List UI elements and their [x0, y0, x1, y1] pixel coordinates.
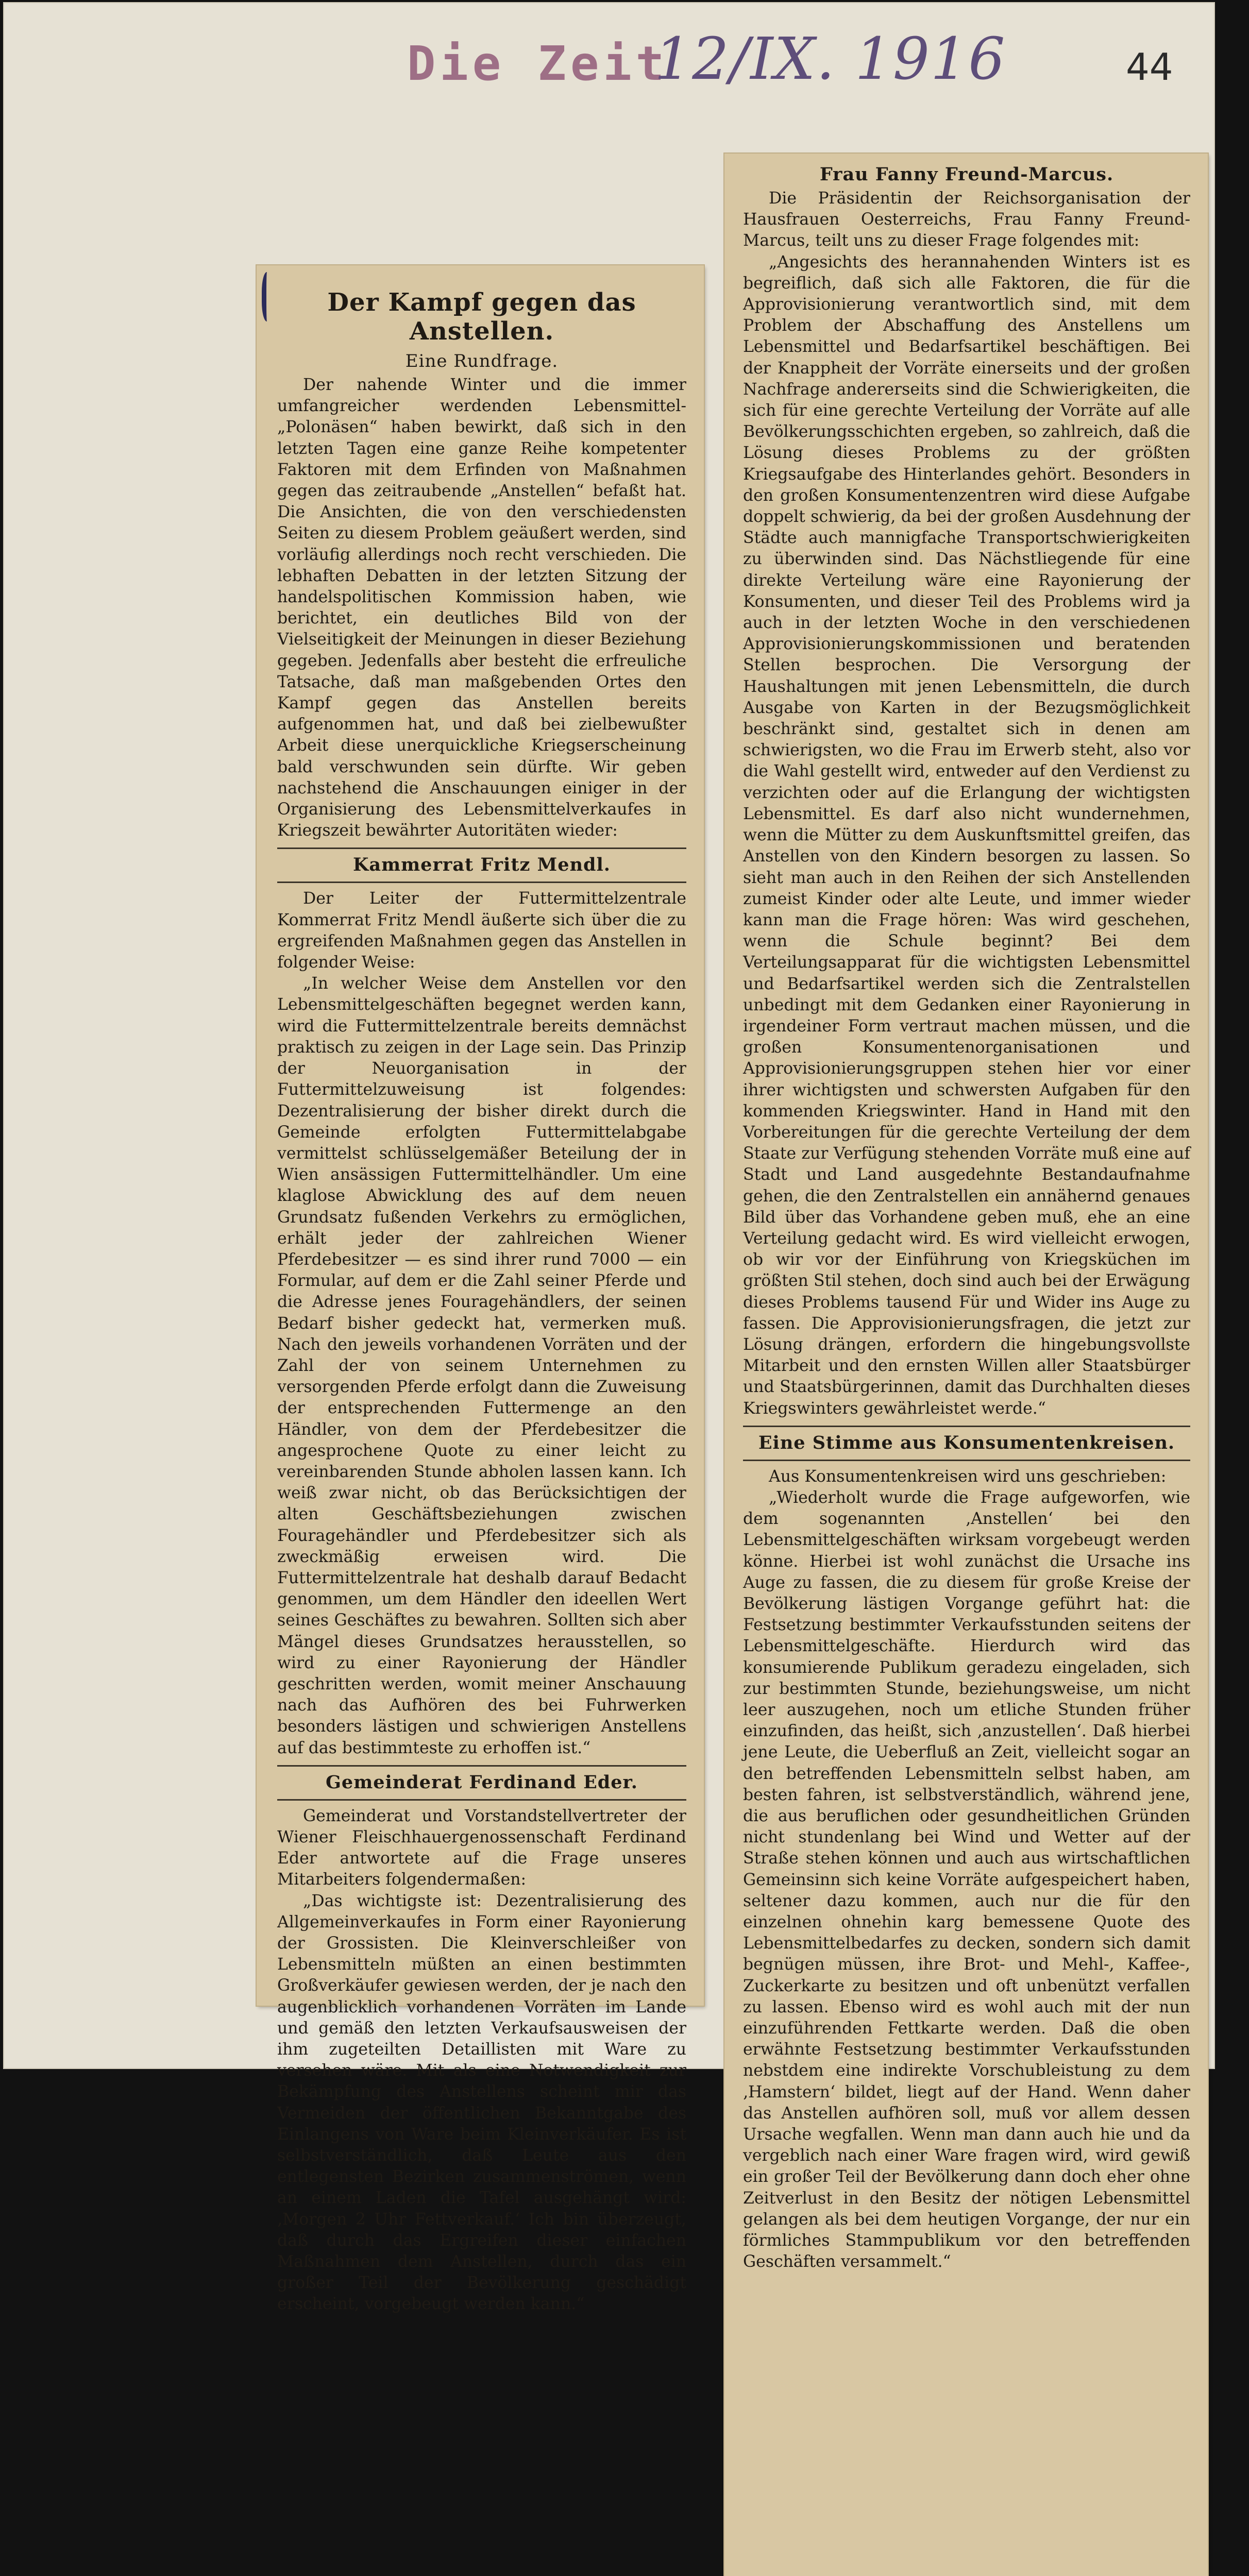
section-paragraph: Aus Konsumentenkreisen wird uns geschrieben: — [769, 1467, 1167, 1486]
handwritten-bracket-mark — [262, 272, 275, 321]
section-heading-mendl: Kammerrat Fritz Mendl. — [353, 854, 611, 876]
section-heading-eder: Gemeinderat Ferdinand Eder. — [326, 1771, 638, 1793]
handwritten-date: 12/IX. 1916 — [654, 26, 1006, 93]
section-paragraph: „Angesichts des herannahenden Winters ist es begreiflich, daß sich alle Faktoren, die für die Approvisionierung verantwortlich sind, mit dem Problem der Abschaffung des Anstellens um Lebensmittel und Bedarfsartikel beschäftigen. Bei der Knappheit der Vorräte einerseits und der großen Nachfrage andererseits sind die Schwierigkeiten, die sich für eine gerechte Verteilung der Vorräte auf alle Bevölkerungsschichten ergeben, so zahlreich, daß die Lösung dieses Problems zu der größten Kriegsaufgabe des Hinterlandes gehört. Besonders in den großen Konsumentenzentren wird diese Aufgabe doppelt schwierig, da bei der großen Ausdehnung der Städte auch mannigfache Transportschwierigkeiten zu überwinden sind. Das Nächstliegende für eine direkte Verteilung wäre eine Rayonierung der Konsumenten, und dieser Teil des Problems wird ja auch in der letzten Woche in den verschiedenen Approvisionierungskommissionen und beratenden Stellen besprochen. Die Versorgung der Haushaltungen mit jenen Lebensmitteln, die durch Ausgabe von Karten in der Bezugsmöglichkeit beschränkt sind, gestaltet sich in denen am schwierigsten, wo die Frau im Erwerb steht, also vor die Wahl gestellt wird, entweder auf den Verdienst zu verzichten oder auf die Erlangung der wichtigsten Lebensmittel. Es darf also nicht wundernehmen, wenn die Mütter zu dem Auskunftsmittel greifen, das Anstellen von den Kindern besorgen zu lassen. So sieht man auch in den Reihen der sich Anstellenden zumeist Kinder oder alte Leute, und immer wieder kann man die Frage hören: Was wird geschehen, wenn die Schule beginnt? Bei dem Verteilungsapparat für die wichtigsten Lebensmittel und Bedarfsartikel werden sich die Zentralstellen unbedingt mit dem Gedanken einer Rayonierung in irgendeiner Form vertraut machen müssen, und die großen Konsumentenorganisationen und Approvisionierungsgruppen stehen hier vor einer ihrer wichtigsten und schwersten Aufgaben für den kommenden Kriegswinter. Hand in Hand mit den Vorbereitungen für die gerechte Verteilung der dem Staate zur Verfügung stehenden Vorräte muß eine auf Stadt und Land ausgedehnte Bestandaufnahme gehen, die den Zentralstellen ein annähernd genaues Bild über das Vorhandene geben muß, ehe an eine Verteilung gedacht wird. Es wird vielleicht erwogen, ob wir vor der Einführung von Kriegsküchen im größten Stil stehen, doch sind auch bei der Erwägung dieses Problems tausend Für und Wider ins Auge zu fassen. Die Approvisionierungsfragen, die jetzt zur Lösung drängen, erfordern die hingebungsvollste Mitarbeit und den ernsten Willen aller Staatsbürger und Staatsbürgerinnen, damit das Durchhalten dieses Kriegswinters gewährleistet werde.“ — [743, 252, 1190, 1418]
newspaper-stamp: Die Zeit — [407, 36, 669, 91]
page-number: 44 — [1126, 45, 1173, 89]
article-intro: Der nahende Winter und die immer umfangreicher werdenden Lebensmittel-„Polonäsen“ haben bewirkt, daß sich in den letzten Tagen eine ganze Reihe kompetenter Faktoren mit dem Erfinden von Maßnahmen gegen das zeitraubende „Anstellen“ befaßt hat. Die Ansichten, die von den verschiedensten Seiten zu diesem Problem geäußert werden, sind vorläufig allerdings noch recht verschieden. Die lebhaften Debatten in der letzten Sitzung der handelspolitischen Kommission haben, wie berichtet, ein deutliches Bild von der Vielseitigkeit der Meinungen in dieser Beziehung gegeben. Jedenfalls aber besteht die erfreuliche Tatsache, daß man maßgebenden Ortes den Kampf gegen das Anstellen bereits aufgenommen hat, und daß bei zielbewußter Arbeit diese unerquickliche Kriegserscheinung bald verschwunden sein dürfte. Wir geben nachstehend die Anschauungen einiger in der Organisierung des Lebensmittelverkaufes in Kriegszeit bewährter Autoritäten wieder: — [277, 376, 686, 840]
section-paragraph: Die Präsidentin der Reichsorganisation der Hausfrauen Oesterreichs, Frau Fanny Freund-Marcus, teilt uns zu dieser Frage folgendes mit: — [743, 189, 1190, 250]
section-paragraph: Gemeinderat und Vorstandstellvertreter der Wiener Fleischhauergenossenschaft Ferdinand Eder antwortete auf die Frage unseres Mitarbeiters folgendermaßen: — [277, 1806, 686, 1889]
divider — [277, 848, 686, 849]
article-subtitle: Eine Rundfrage. — [405, 351, 559, 371]
section-heading-freund-marcus: Frau Fanny Freund-Marcus. — [819, 164, 1114, 185]
section-paragraph: Der Leiter der Futtermittelzentrale Kommerrat Fritz Mendl äußerte sich über die zu ergreifenden Maßnahmen gegen das Anstellen in folgender Weise: — [277, 889, 686, 972]
divider — [743, 1460, 1190, 1461]
clipping-right — [724, 154, 1208, 2576]
section-paragraph: „Das wichtigste ist: Dezentralisierung des Allgemeinverkaufes in Form einer Rayonierung der Grossisten. Die Kleinverschleißer von Lebensmitteln müßten an einen bestimmten Großverkäufer gewiesen werden, der je nach den augenblicklich vorhandenen Vorräten im Lande und gemäß den letzten Verkaufsausweisen der ihm zugeteilten Detaillisten mit Ware zu versehen wäre. Mit als eine Notwendigkeit zur Bekämpfung des Anstellens scheint mir das Vermeiden der öffentlichen Bekanntgabe des Einlangens von Ware beim Kleinverkäufer. Es ist selbstverständlich, daß Leute aus den entlegensten Bezirken zusammenströmen, wenn an einem Laden die Tafel ausgehängt wird: ‚Morgen 2 Uhr Fettverkauf.‘ Ich bin überzeugt, daß durch das Ergreifen dieser einfachen Maßnahmen dem Anstellen, durch das ein großer Teil der Bevölkerung geschädigt erscheint, vorgebeugt werden kann.“ — [277, 1891, 686, 2314]
divider — [743, 1426, 1190, 1427]
divider — [277, 882, 686, 883]
article-title: Der Kampf gegen das Anstellen. — [327, 288, 636, 346]
clipping-left — [257, 265, 704, 2314]
section-heading-konsumenten: Eine Stimme aus Konsumentenkreisen. — [758, 1432, 1175, 1453]
section-paragraph: „In welcher Weise dem Anstellen vor den Lebensmittelgeschäften begegnet werden kann, wird die Futtermittelzentrale bereits demnächst praktisch zu zeigen in der Lage sein. Das Prinzip der Neuorganisation in der Futtermittelzuweisung ist folgendes: Dezentralisierung der bisher direkt durch die Gemeinde erfolgten Futtermittelabgabe vermittelst schlüsselgemäßer Beteilung der in Wien ansässigen Futtermittelhändler. Um eine klaglose Abwicklung des auf dem neuen Grundsatz fußenden Verkehrs zu ermöglichen, erhält jeder der zahlreichen Wiener Pferdebesitzer — es sind ihrer rund 7000 — ein Formular, auf dem er die Zahl seiner Pferde und die Adresse jenes Fouragehändlers, der seinen Bedarf bisher gedeckt hat, vermerken muß. Nach den jeweils vorhandenen Vorräten und der Zahl der von seinem Unternehmen zu versorgenden Pferde erfolgt dann die Zuweisung der entsprechenden Futtermenge an den Händler, von dem der Pferdebesitzer die angesprochene Quote zu einer leicht zu vereinbarenden Stunde abholen lassen kann. Ich weiß zwar nicht, ob das Berücksichtigen der alten Geschäftsbeziehungen zwischen Fouragehändler und Pferdebesitzer sich als zweckmäßig erweisen wird. Die Futtermittelzentrale hat deshalb darauf Bedacht genommen, um dem Händler den ideellen Wert seines Geschäftes zu bewahren. Sollten sich aber Mängel dieses Grundsatzes herausstellen, so wird zu einer Rayonierung der Händler geschritten werden, womit meiner Anschauung nach das Aufhören des bei Fuhrwerken besonders lästigen und schwierigen Anstellens auf das bestimmteste zu erhoffen ist.“ — [277, 974, 686, 1757]
divider — [277, 1765, 686, 1767]
section-paragraph: „Wiederholt wurde die Frage aufgeworfen, wie dem sogenannten ‚Anstellen‘ bei den Lebensmittelgeschäften wirksam vorgebeugt werden könne. Hierbei ist wohl zunächst die Ursache ins Auge zu fassen, die zu diesem für große Kreise der Bevölkerung lästigen Vorgange geführt hat: die Festsetzung bestimmter Verkaufsstunden seitens der Lebensmittelgeschäfte. Hierdurch wird das konsumierende Publikum geradezu eingeladen, sich zur bestimmten Stunde, beziehungsweise, um nicht leer auszugehen, noch um etliche Stunden früher einzufinden, das heißt, sich ‚anzustellen‘. Daß hierbei jene Leute, die Ueberfluß an Zeit, vielleicht sogar an den betreffenden Lebensmitteln selbst haben, am besten fahren, ist selbstverständlich, während jene, die aus beruflichen oder gesundheitlichen Gründen nicht stundenlang bei Wind und Wetter auf der Straße stehen können und auch aus wirtschaftlichen Gemeinsinn sich keine Vorräte aufgespeichert haben, seltener dazu kommen, auch nur die für den einzelnen ohnehin karg bemessene Quote des Lebensmittelbedarfes zu decken, sondern sich damit begnügen müssen, ihre Brot- und Mehl-, Kaffee-, Zuckerkarte zu besitzen und oft unbenützt verfallen zu lassen. Ebenso wird es wohl auch mit der nun einzuführenden Fettkarte werden. Daß die oben erwähnte Festsetzung bestimmter Verkaufsstunden nebstdem eine indirekte Vorschubleistung zu dem ‚Hamstern‘ bildet, liegt auf der Hand. Wenn daher das Anstellen aufhören soll, muß vor allem dessen Ursache wegfallen. Wenn man dann auch hie und da vergeblich nach einer Ware fragen wird, wird gewiß ein großer Teil der Bevölkerung dann doch eher ohne Zeitverlust in den Besitz der nötigen Lebensmittel gelangen als bei dem heutigen Vorgange, der nur ein förmliches Stammpublikum vor den betreffenden Geschäften versammelt.“ — [743, 1488, 1190, 2272]
divider — [277, 1799, 686, 1801]
